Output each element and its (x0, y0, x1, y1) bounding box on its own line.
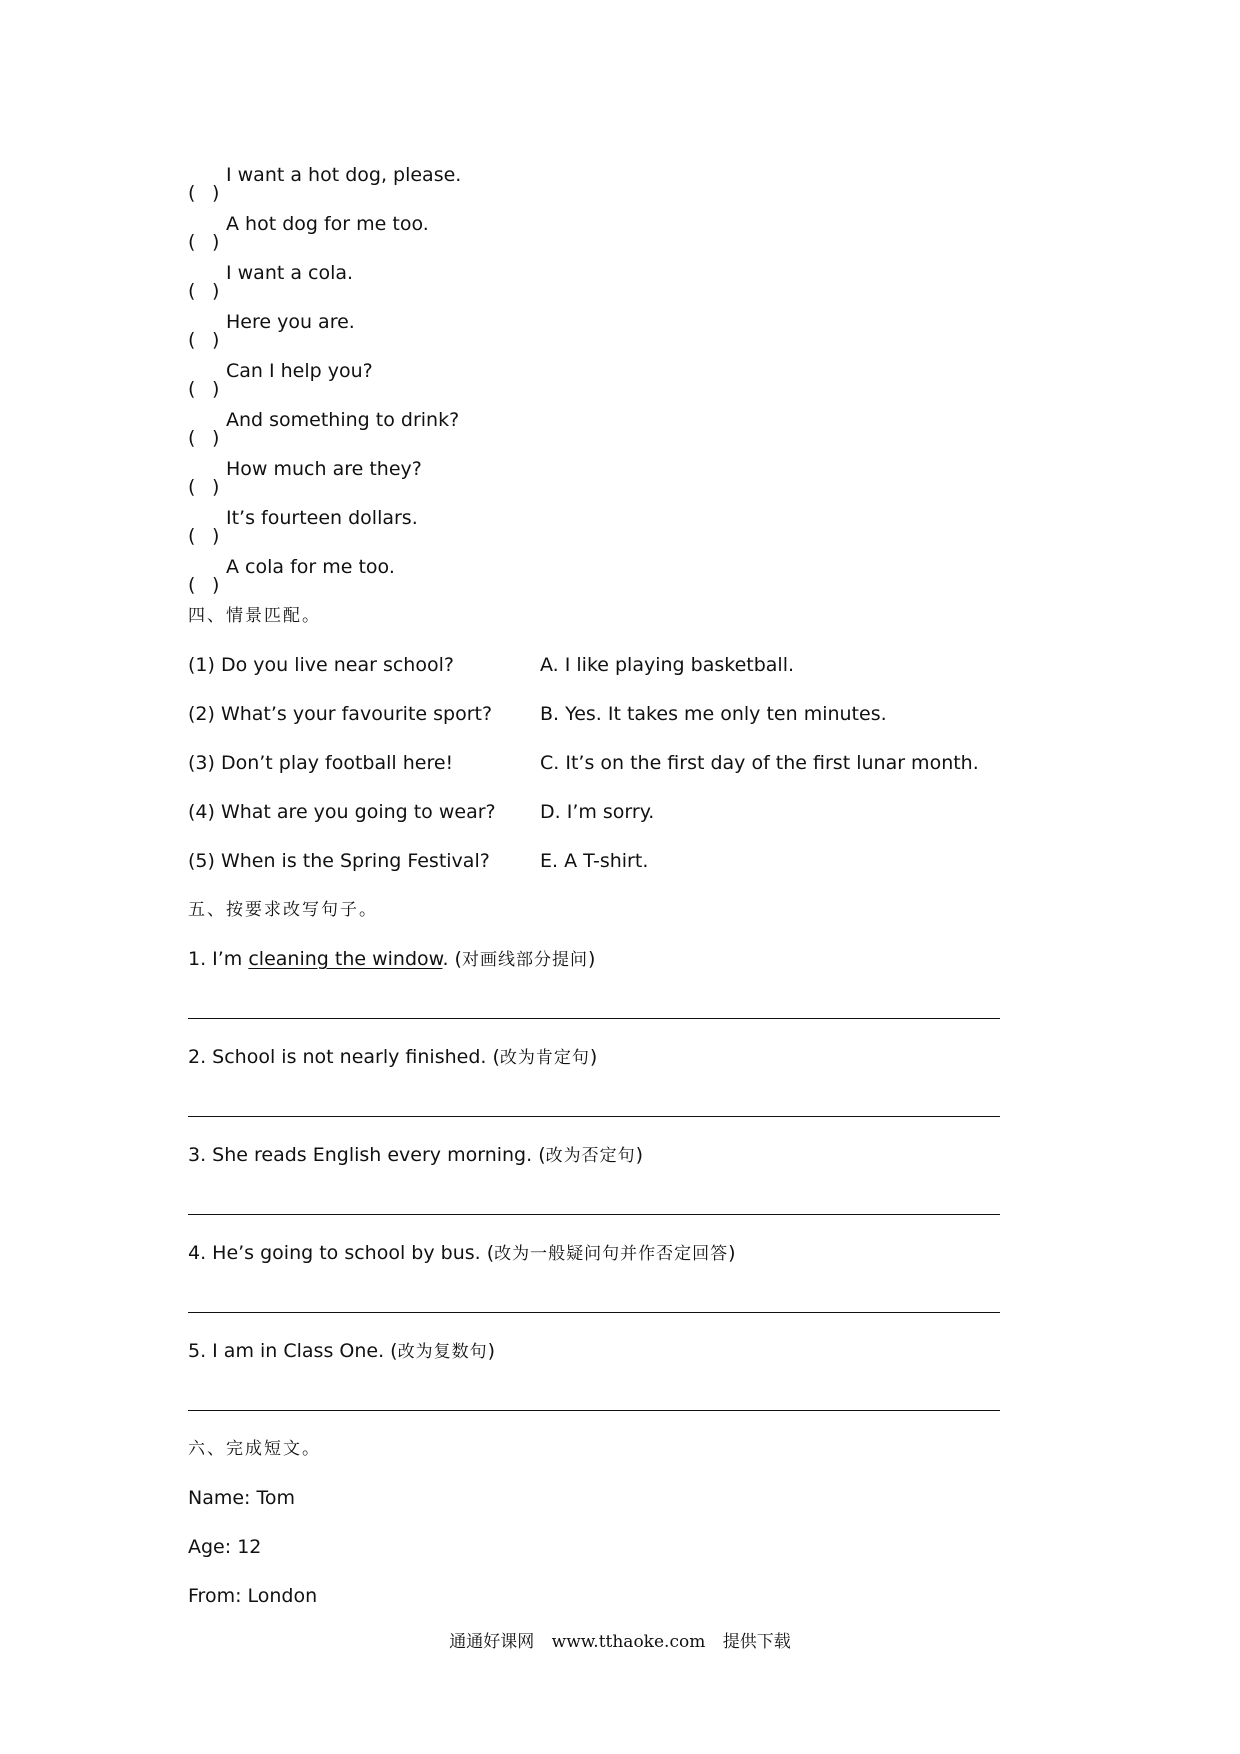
instruction-note: 改为复数句 (397, 1342, 488, 1362)
ordering-item-text: I want a cola. (226, 262, 354, 284)
profile-field: Age: 12 (188, 1536, 262, 1558)
section-4-heading: 四、情景匹配。 (188, 606, 321, 626)
section-5-heading: 五、按要求改写句子。 (188, 900, 378, 920)
match-answer: C. It’s on the first day of the first lunar month. (540, 752, 979, 774)
instruction-note: 改为肯定句 (499, 1048, 590, 1068)
instruction-note: 对画线部分提问 (461, 950, 588, 970)
answer-line[interactable] (188, 1312, 1000, 1313)
rewrite-question-4: 4. He’s going to school by bus. (改为一般疑问句并作否定回答) (188, 1242, 736, 1264)
ordering-item-text: Can I help you? (226, 360, 373, 382)
match-answer: A. I like playing basketball. (540, 654, 795, 676)
answer-line[interactable] (188, 1116, 1000, 1117)
match-question: (1) Do you live near school? (188, 654, 454, 676)
match-answer: B. Yes. It takes me only ten minutes. (540, 703, 887, 725)
section-6-heading: 六、完成短文。 (188, 1439, 321, 1459)
ordering-item: ( ) And something to drink? (188, 409, 460, 449)
ordering-item-text: Here you are. (226, 311, 355, 333)
instruction-note: 改为一般疑问句并作否定回答 (494, 1244, 729, 1264)
match-question: (5) When is the Spring Festival? (188, 850, 490, 872)
underlined-phrase: cleaning the window (248, 948, 443, 970)
rewrite-question-3: 3. She reads English every morning. (改为否定句) (188, 1144, 644, 1166)
answer-line[interactable] (188, 1410, 1000, 1411)
instruction-note: 改为否定句 (545, 1146, 636, 1166)
ordering-item-text: And something to drink? (226, 409, 460, 431)
ordering-item: ( ) I want a hot dog, please. (188, 164, 462, 204)
ordering-item: ( ) Here you are. (188, 311, 355, 351)
ordering-item-text: A cola for me too. (226, 556, 395, 578)
footer-url: www.tthaoke.com (551, 1632, 706, 1652)
footer-site-name: 通通好课网 (449, 1632, 535, 1652)
answer-line[interactable] (188, 1018, 1000, 1019)
rewrite-question-5: 5. I am in Class One. (改为复数句) (188, 1340, 495, 1362)
ordering-item-text: A hot dog for me too. (226, 213, 429, 235)
match-answer: D. I’m sorry. (540, 801, 655, 823)
ordering-item-text: It’s fourteen dollars. (226, 507, 418, 529)
ordering-item: ( ) A cola for me too. (188, 556, 395, 596)
match-question: (4) What are you going to wear? (188, 801, 496, 823)
match-question: (3) Don’t play football here! (188, 752, 454, 774)
page-footer (0, 1630, 1240, 1654)
ordering-item: ( ) It’s fourteen dollars. (188, 507, 418, 547)
ordering-item: ( ) How much are they? (188, 458, 422, 498)
ordering-item: ( ) I want a cola. (188, 262, 354, 302)
rewrite-question-2: 2. School is not nearly finished. (改为肯定句) (188, 1046, 598, 1068)
ordering-item: ( ) A hot dog for me too. (188, 213, 429, 253)
rewrite-question-1: 1. I’m cleaning the window. (对画线部分提问) (188, 948, 596, 970)
match-question: (2) What’s your favourite sport? (188, 703, 493, 725)
profile-field: From: London (188, 1585, 318, 1607)
answer-line[interactable] (188, 1214, 1000, 1215)
profile-field: Name: Tom (188, 1487, 296, 1509)
footer-tagline: 提供下载 (722, 1632, 791, 1652)
ordering-item-text: How much are they? (226, 458, 422, 480)
ordering-item-text: I want a hot dog, please. (226, 164, 462, 186)
match-answer: E. A T-shirt. (540, 850, 649, 872)
ordering-item: ( ) Can I help you? (188, 360, 373, 400)
